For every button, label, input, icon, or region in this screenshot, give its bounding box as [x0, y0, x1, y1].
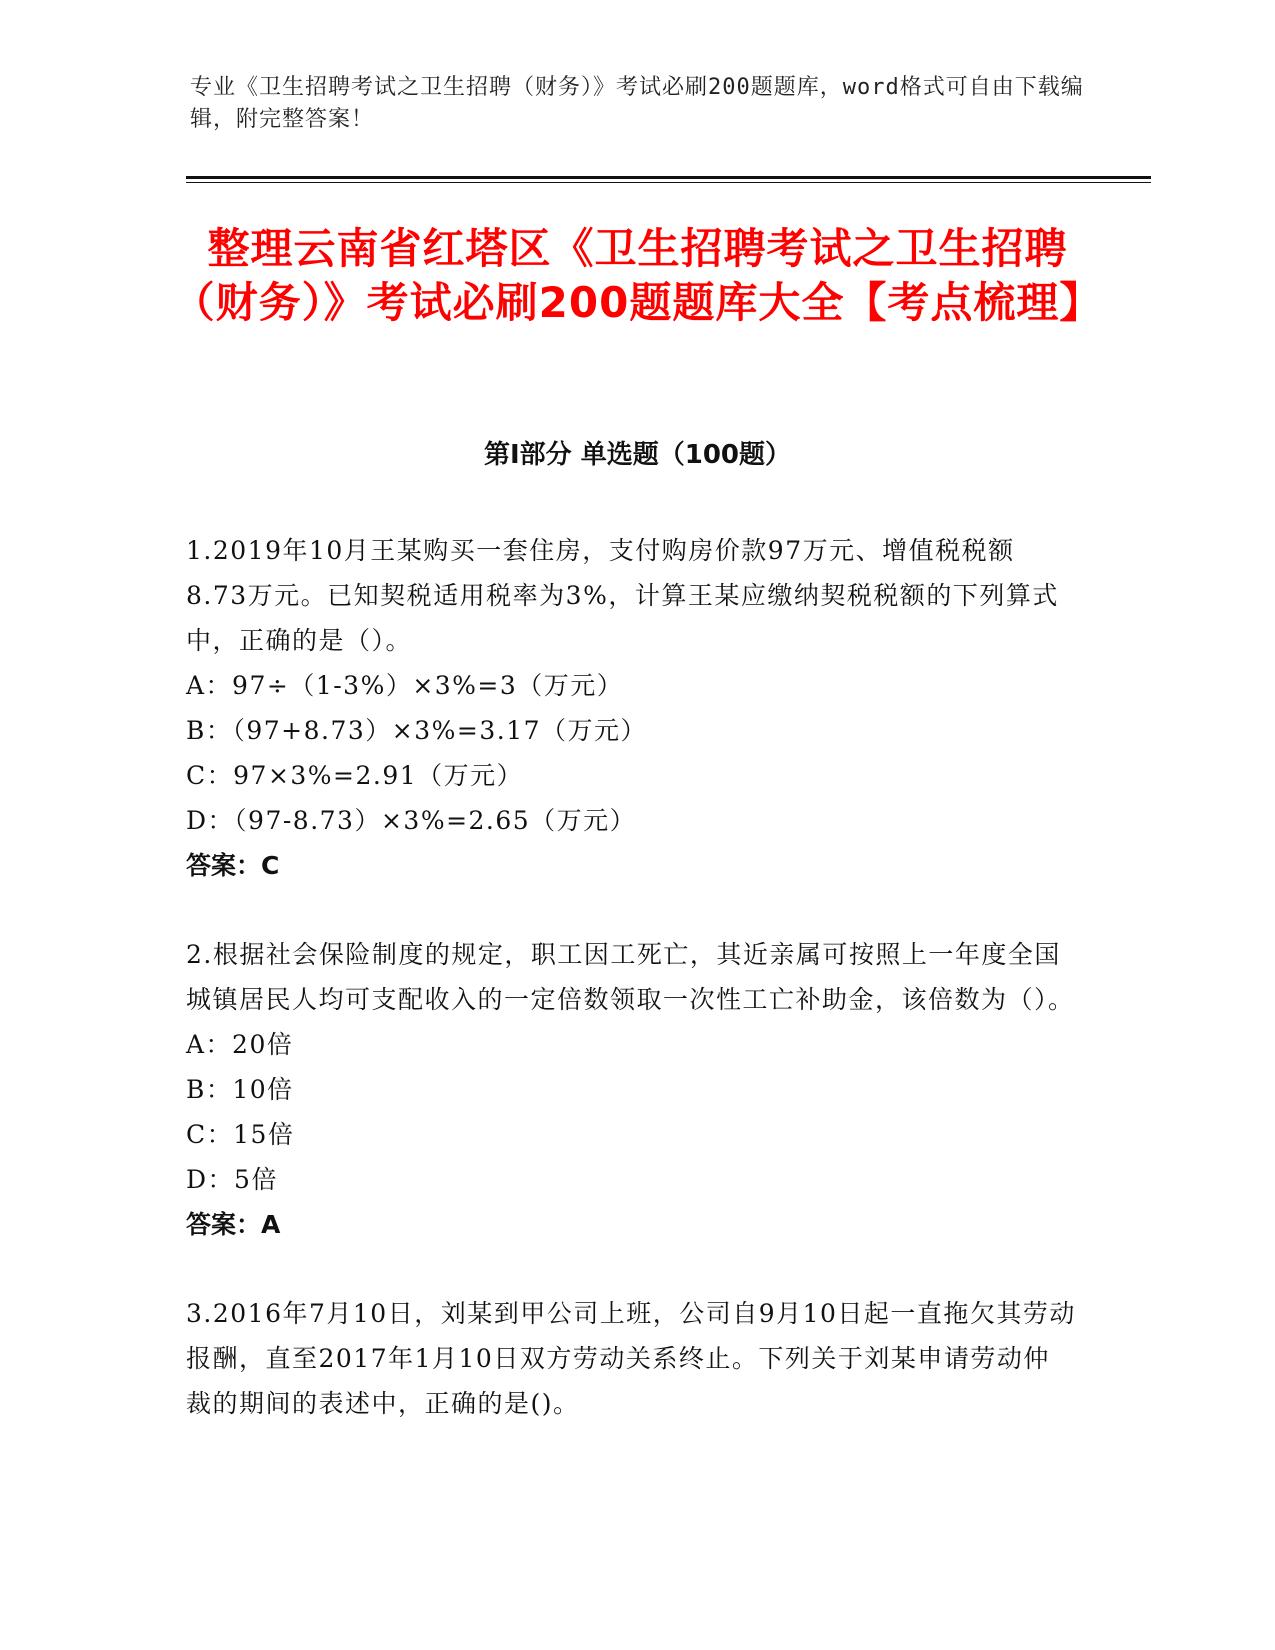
question-stem: 2.根据社会保险制度的规定，职工因工死亡，其近亲属可按照上一年度全国城镇居民人均可支配收入的一定倍数领取一次性工亡补助金，该倍数为（）。 — [186, 940, 1075, 1014]
question-stem: 3.2016年7月10日，刘某到甲公司上班，公司自9月10日起一直拖欠其劳动报酬，直至2017年1月10日双方劳动关系终止。下列关于刘某申请劳动仲裁的期间的表述中，正确的是()。 — [186, 1299, 1076, 1418]
question-3 — [186, 1291, 1076, 1426]
question-stem: 1.2019年10月王某购买一套住房，支付购房价款97万元、增值税税额8.73万元。已知契税适用税率为3%，计算王某应缴纳契税税额的下列算式中，正确的是（）。 — [186, 536, 1059, 655]
answer: 答案：C — [186, 851, 280, 880]
option-d: D：（97-8.73）×3%=2.65（万元） — [186, 806, 637, 835]
option-c: C：97×3%=2.91（万元） — [186, 761, 524, 790]
answer: 答案：A — [186, 1210, 281, 1239]
option-b: B：（97+8.73）×3%=3.17（万元） — [186, 716, 648, 745]
header-rule-thin — [186, 182, 1151, 183]
option-a: A：20倍 — [186, 1030, 294, 1059]
question-1 — [186, 528, 1076, 888]
option-d: D：5倍 — [186, 1165, 278, 1194]
header-note: 专业《卫生招聘考试之卫生招聘（财务）》考试必刷200题题库，word格式可自由下载编辑，附完整答案！ — [190, 75, 1084, 132]
document-title: 整理云南省红塔区《卫生招聘考试之卫生招聘（财务）》考试必刷200题题库大全【考点梳理】 — [172, 224, 1103, 327]
option-c: C：15倍 — [186, 1120, 295, 1149]
question-2 — [186, 932, 1076, 1247]
header-rule-thick — [186, 176, 1151, 179]
question-list — [186, 528, 1076, 1470]
option-a: A：97÷（1-3%）×3%=3（万元） — [186, 671, 624, 700]
section-title: 第Ⅰ部分 单选题（100题） — [484, 440, 791, 470]
option-b: B：10倍 — [186, 1075, 294, 1104]
